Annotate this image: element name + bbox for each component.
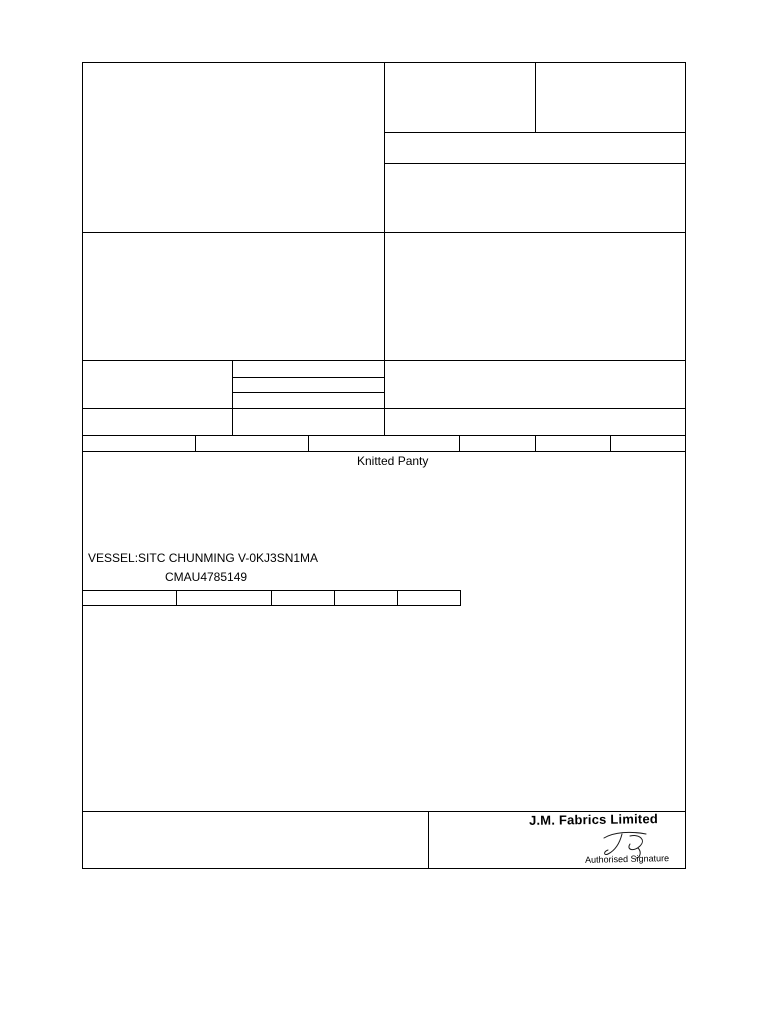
column-divider-3 [459, 435, 460, 451]
column-divider-2 [308, 435, 309, 451]
shipping-subrule-2 [232, 392, 384, 393]
section-rule-3 [82, 408, 686, 409]
column-header-bottom [82, 451, 686, 452]
column-divider-4 [535, 435, 536, 451]
header-rule-1 [384, 132, 686, 133]
section-rule-1 [82, 232, 686, 233]
header-center-divider [384, 62, 385, 436]
packing-divider-2 [271, 590, 272, 606]
packing-divider-4 [397, 590, 398, 606]
header-right-divider [535, 62, 536, 132]
header-rule-2 [384, 163, 686, 164]
shipping-divider [232, 360, 233, 436]
column-divider-5 [610, 435, 611, 451]
column-header-top [82, 435, 686, 436]
packing-divider-3 [334, 590, 335, 606]
column-divider-1 [195, 435, 196, 451]
section-rule-2 [82, 360, 686, 361]
company-name: J.M. Fabrics Limited [528, 811, 659, 828]
signature-caption: Authorised Signature [584, 853, 670, 865]
packing-divider-1 [176, 590, 177, 606]
container-number: CMAU4785149 [165, 570, 248, 584]
goods-description: Knitted Panty [357, 454, 429, 468]
footer-divider [428, 811, 429, 869]
vessel-line: VESSEL:SITC CHUNMING V-0KJ3SN1MA [88, 551, 319, 565]
signature-block [430, 812, 684, 868]
shipping-subrule-1 [232, 377, 384, 378]
